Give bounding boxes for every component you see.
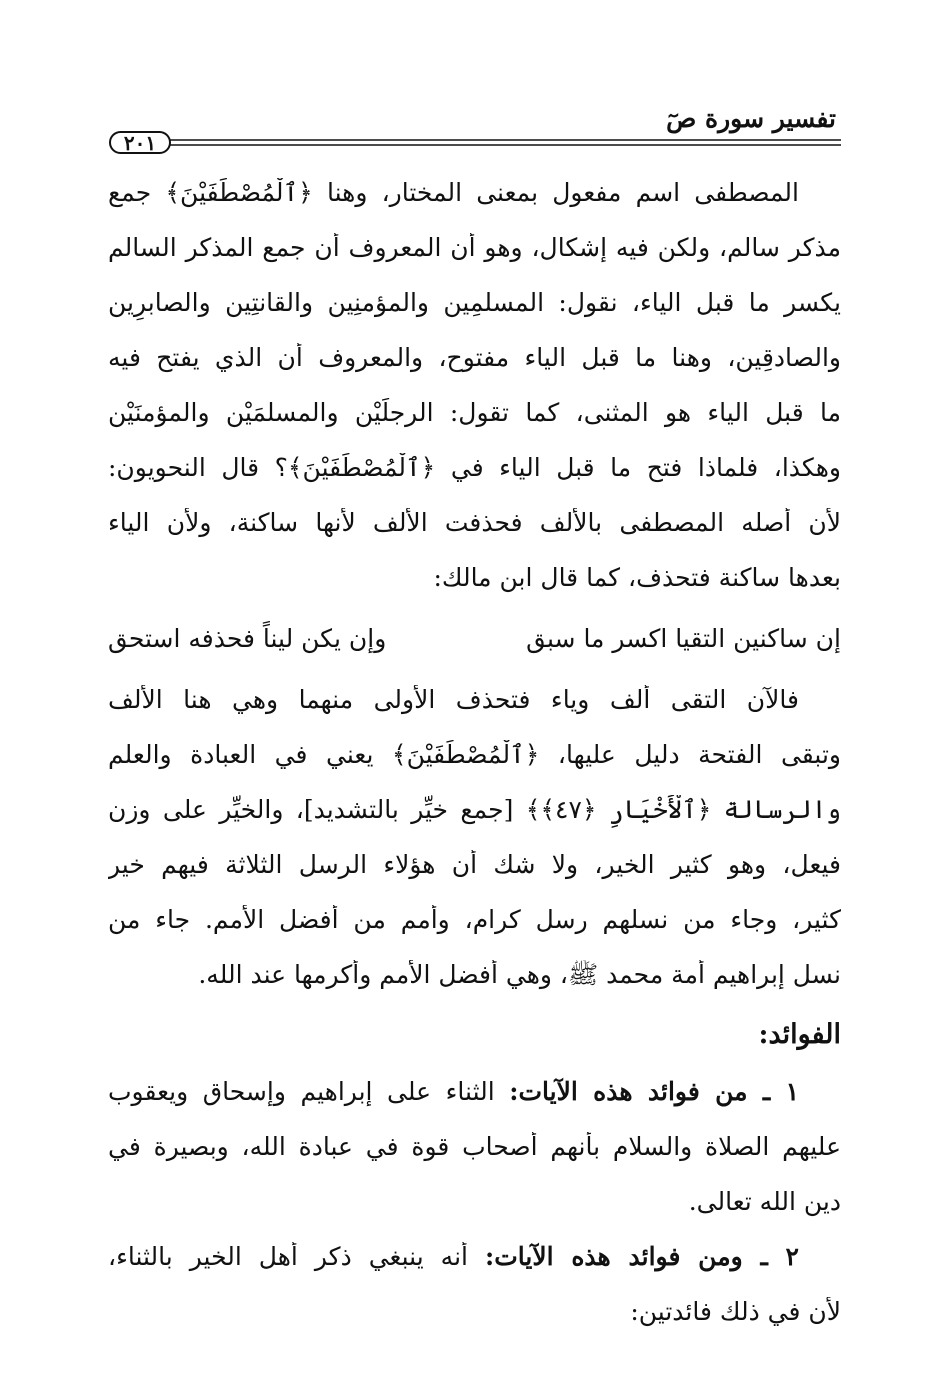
benefit-2-first-line [108,1242,841,1297]
text-line: نسل إبراهيم أمة محمد ﷺ، وهي أفضل الأمم وأكرمها عند الله. [198,960,841,989]
text-line: المصطفى اسم مفعول بمعنى المختار، وهنا ﴿ٱلْمُصْطَفَيْنَ﴾ جمع [108,178,799,207]
benefit-2-first-text: أنه ينبغي ذكر أهل الخير بالثناء، [108,1242,486,1271]
text-line: ما قبل الياء هو المثنى، كما تقول: الرجلَيْن والمسلمَيْن والمؤمنَيْن [108,398,841,427]
text-line: عليهم الصلاة والسلام بأنهم أصحاب قوة في عبادة الله، وبصيرة في [108,1132,841,1161]
poem-verse [108,624,841,679]
text-line: وتبقى الفتحة دليل عليها، ﴿ٱلْمُصْطَفَيْنَ﴾ يعني في العبادة والعلم [108,740,841,769]
benefit-1-first-text: الثناء على إبراهيم وإسحاق ويعقوب [108,1077,510,1106]
text-line: فالآن التقى ألف وياء فتحذف الأولى منهما وهي هنا الألف [108,685,799,714]
text-line: يكسر ما قبل الياء، نقول: المسلمِين والمؤمنِين والقانتِين والصابرِين [108,288,841,317]
poem-hemistich-second: وإن يكن ليناً فحذفه استحق [108,624,387,653]
text-line: والرسالة ﴿ٱلْأَخْيَارِ ﴿٤٧﴾﴾ [جمع خيِّر بالتشديد]، والخيِّر على وزن [108,795,841,824]
benefit-1-first-line [108,1077,841,1132]
text-line: والصادقِين، وهنا ما قبل الياء مفتوح، والمعروف أن الذي يفتح فيه [108,343,841,372]
page-number: ٢٠١ [123,130,157,155]
benefit-1-lead: ١ ـ من فوائد هذه الآيات: [509,1077,799,1106]
running-header-title: تفسير سورة صٓ [666,104,836,133]
poem-hemistich-first: إن ساكنين التقيا اكسر ما سبق [526,624,841,653]
benefit-2-lead: ٢ ـ ومن فوائد هذه الآيات: [485,1242,799,1271]
text-line: لأن أصله المصطفى بالألف فحذفت الألف لأنها ساكنة، ولأن الياء [108,508,841,537]
text-line: بعدها ساكنة فتحذف، كما قال ابن مالك: [433,563,841,592]
text-line: لأن في ذلك فائدتين: [630,1297,841,1326]
text-line: فيعل، وهو كثير الخير، ولا شك أن هؤلاء الرسل الثلاثة فيهم خير [108,850,841,879]
page-body [108,178,841,1352]
text-line: كثير، وجاء من نسلهم رسل كرام، وأمم من أفضل الأمم. جاء من [108,905,841,934]
section-heading-benefits: الفوائد: [758,1019,841,1050]
text-line: دين الله تعالى. [688,1187,841,1216]
text-line: مذكر سالم، ولكن فيه إشكال، وهو أن المعروف أن جمع المذكر السالم [108,233,841,262]
header-rule [108,130,841,155]
text-line: وهكذا، فلماذا فتح ما قبل الياء في ﴿ٱلْمُصْطَفَيْنَ﴾؟ قال النحويون: [108,453,841,482]
